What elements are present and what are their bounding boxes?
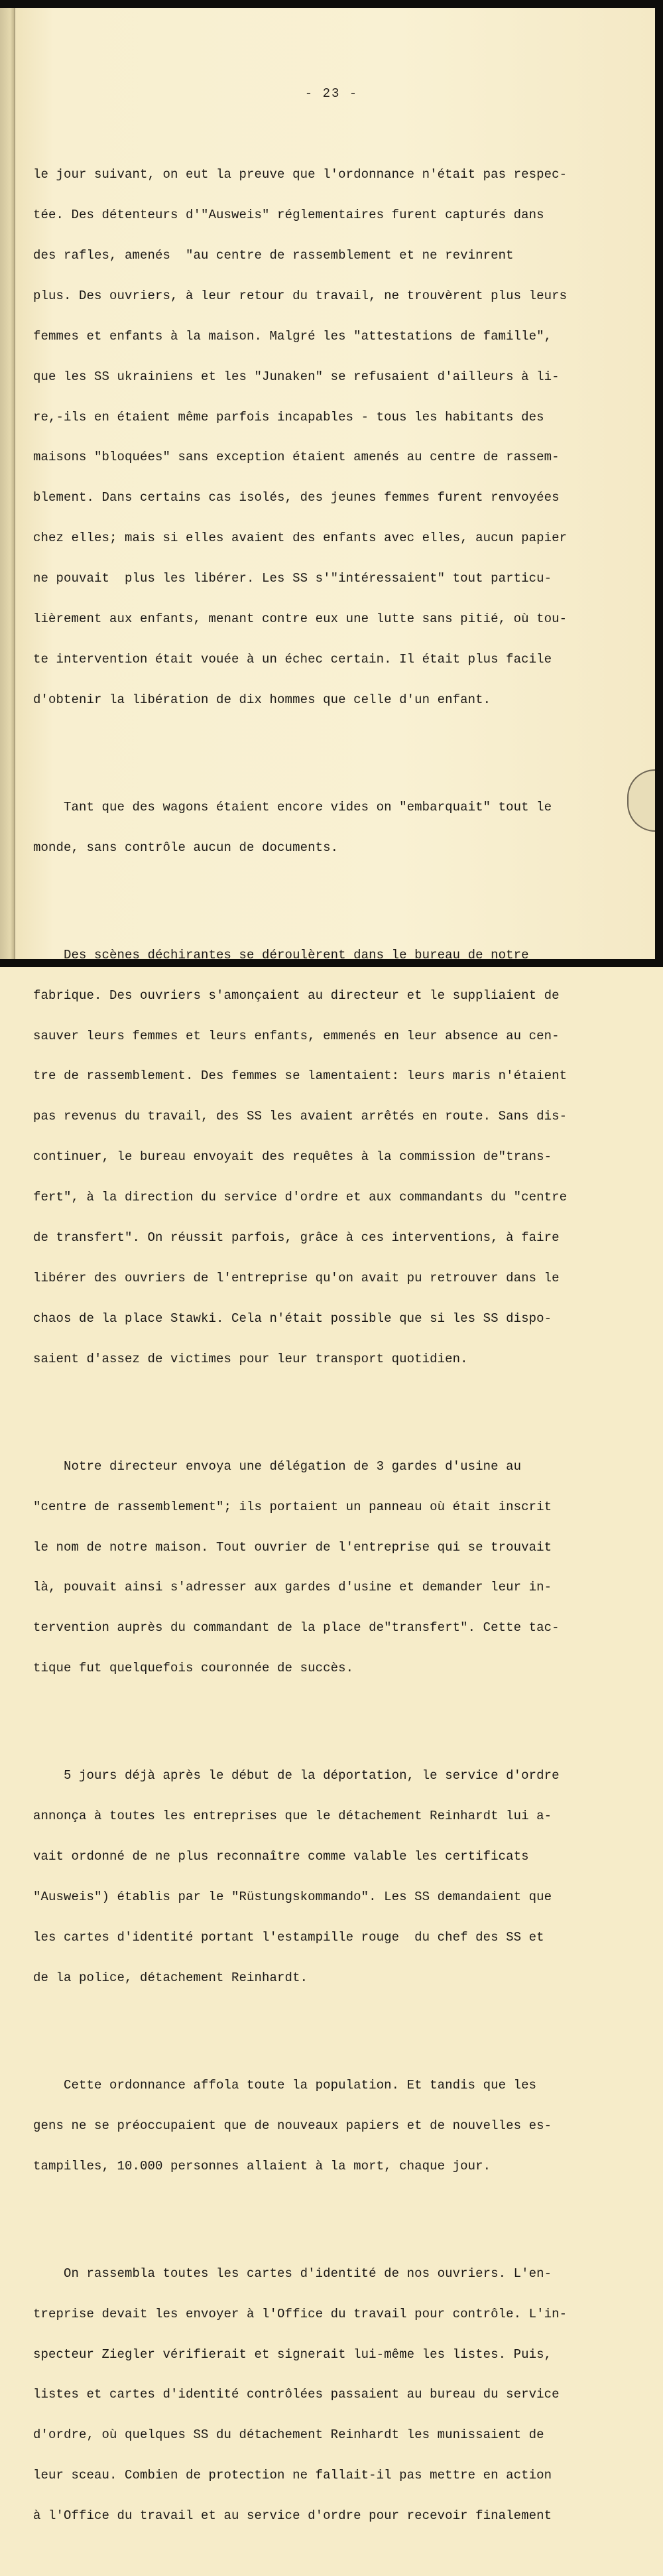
text-line: plus. Des ouvriers, à leur retour du travail, ne trouvèrent plus leurs <box>33 288 568 303</box>
text-line: re,-ils en étaient même parfois incapables - tous les habitants des <box>33 409 544 424</box>
paragraph <box>33 2051 617 2199</box>
text-line: leur sceau. Combien de protection ne fallait-il pas mettre en action <box>33 2468 552 2483</box>
text-line: Notre directeur envoya une délégation de 3 gardes d'usine au <box>33 1458 522 1474</box>
text-line: tre de rassemblement. Des femmes se lamentaient: leurs maris n'étaient <box>33 1068 568 1084</box>
text-line: ne pouvait plus les libérer. Les SS s'"intéressaient" tout particu- <box>33 571 552 586</box>
paragraph <box>33 773 617 881</box>
text-line: 5 jours déjà après le début de la déportation, le service d'ordre <box>33 1768 560 1783</box>
paragraph <box>33 2240 617 2549</box>
text-line: là, pouvait ainsi s'adresser aux gardes d'usine et demander leur in- <box>33 1580 552 1595</box>
adjacent-page-edge <box>0 8 15 959</box>
text-line: Cette ordonnance affola toute la population. Et tandis que les <box>33 2077 537 2093</box>
text-line: à l'Office du travail et au service d'ordre pour recevoir finalement <box>33 2508 552 2524</box>
text-line: tampilles, 10.000 personnes allaient à la mort, chaque jour. <box>33 2158 491 2173</box>
text-line: blement. Dans certains cas isolés, des jeunes femmes furent renvoyées <box>33 490 560 505</box>
text-line: lièrement aux enfants, menant contre eux une lutte sans pitié, où tou- <box>33 611 568 626</box>
paragraph <box>33 1433 617 1702</box>
text-line: que les SS ukrainiens et les "Junaken" se refusaient d'ailleurs à li- <box>33 369 560 384</box>
text-line: d'ordre, où quelques SS du détachement Reinhardt les munissaient de <box>33 2427 544 2443</box>
text-line: maisons "bloquées" sans exception étaient amenés au centre de rassem- <box>33 450 560 465</box>
text-line: fabrique. Des ouvriers s'amonçaient au directeur et le suppliaient de <box>33 988 560 1003</box>
text-line: fert", à la direction du service d'ordre et aux commandants du "centre <box>33 1190 568 1205</box>
text-line: saient d'assez de victimes pour leur transport quotidien. <box>33 1351 468 1366</box>
text-line: des rafles, amenés "au centre de rassemblement et ne revinrent <box>33 247 514 263</box>
text-line: treprise devait les envoyer à l'Office du travail pour contrôle. L'in- <box>33 2306 568 2321</box>
body-text <box>33 114 617 2576</box>
scan-border-right <box>655 0 663 967</box>
text-line: te intervention était vouée à un échec certain. Il était plus facile <box>33 651 552 667</box>
text-line: pas revenus du travail, des SS les avaient arrêtés en route. Sans dis- <box>33 1109 568 1124</box>
text-line: gens ne se préoccupaient que de nouveaux papiers et de nouvelles es- <box>33 2118 552 2133</box>
text-line: de transfert". On réussit parfois, grâce à ces interventions, à faire <box>33 1230 560 1246</box>
text-line: continuer, le bureau envoyait des requêtes à la commission de"trans- <box>33 1149 552 1165</box>
text-line: chez elles; mais si elles avaient des enfants avec elles, aucun papier <box>33 531 568 546</box>
scan-border-top <box>0 0 663 8</box>
text-line: tervention auprès du commandant de la place de"transfert". Cette tac- <box>33 1620 560 1636</box>
text-line: sauver leurs femmes et leurs enfants, emmenés en leur absence au cen- <box>33 1028 560 1043</box>
text-line: le nom de notre maison. Tout ouvrier de l'entreprise qui se trouvait <box>33 1539 552 1555</box>
text-line: tique fut quelquefois couronnée de succès. <box>33 1661 354 1676</box>
text-line: On rassembla toutes les cartes d'identité de nos ouvriers. L'en- <box>33 2266 552 2281</box>
text-line: femmes et enfants à la maison. Malgré les "attestations de famille", <box>33 328 552 344</box>
paragraph <box>33 921 617 1392</box>
page-number: - 23 - <box>304 86 359 101</box>
text-line: "Ausweis") établis par le "Rüstungskommando". Les SS demandaient que <box>33 1890 552 1904</box>
paragraph <box>33 1742 617 2012</box>
text-line: les cartes d'identité portant l'estampille rouge du chef des SS et <box>33 1929 544 1945</box>
text-line: tée. Des détenteurs d'"Ausweis" réglementaires furent capturés dans <box>33 208 544 223</box>
text-line: monde, sans contrôle aucun de documents. <box>33 840 339 855</box>
text-line: libérer des ouvriers de l'entreprise qu'on avait pu retrouver dans le <box>33 1270 560 1285</box>
text-line: de la police, détachement Reinhardt. <box>33 1970 308 1985</box>
text-line: specteur Ziegler vérifierait et signerait lui-même les listes. Puis, <box>33 2347 552 2362</box>
text-line: chaos de la place Stawki. Cela n'était possible que si les SS dispo- <box>33 1311 552 1326</box>
text-line: vait ordonné de ne plus reconnaître comme valable les certificats <box>33 1849 529 1864</box>
text-line: "centre de rassemblement"; ils portaient un panneau où était inscrit <box>33 1499 552 1514</box>
text-line: annonça à toutes les entreprises que le détachement Reinhardt lui a- <box>33 1809 552 1824</box>
text-line: Tant que des wagons étaient encore vides on "embarquait" tout le <box>33 799 552 814</box>
text-line: le jour suivant, on eut la preuve que l'ordonnance n'était pas respec- <box>33 167 568 182</box>
paragraph <box>33 141 617 734</box>
text-line: listes et cartes d'identité contrôlées passaient au bureau du service <box>33 2387 560 2402</box>
text-line: d'obtenir la libération de dix hommes que celle d'un enfant. <box>33 692 491 707</box>
text-line: Des scènes déchirantes se déroulèrent dans le bureau de notre <box>33 947 529 962</box>
